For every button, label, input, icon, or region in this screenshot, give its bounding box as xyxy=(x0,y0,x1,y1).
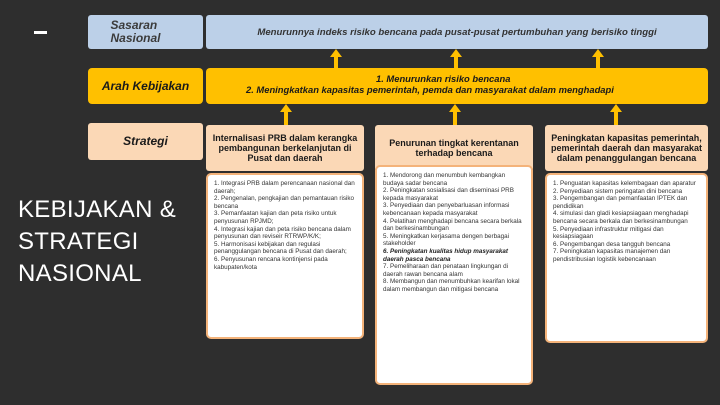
arah-item-2: 2. Meningkatkan kapasitas pemerintah, pemda dan masyarakat dalam menghadapi xyxy=(246,84,614,95)
sasaran-label: Sasaran Nasional xyxy=(110,18,161,45)
arah-label: Arah Kebijakan xyxy=(101,78,190,93)
strategi-area xyxy=(88,160,203,163)
strategi-col-3-item: 6. Pengembangan desa tangguh bencana xyxy=(553,240,671,248)
strategi-col-1-item: 2. Pengenalan, pengkajian dan pemantauan risiko bencana xyxy=(214,195,355,210)
arah-item-1: 1. Menurunkan risiko bencana xyxy=(376,73,511,84)
strategi-col-2-heading: Penurunan tingkat kerentanan terhadap bencana xyxy=(375,125,533,171)
strategi-col-3-item: 3. Pengembangan dan pemanfaatan IPTEK dan pendidikan xyxy=(553,195,688,210)
sasaran-label-box xyxy=(88,15,203,49)
strategi-col-1-item: 1. Integrasi PRB dalam perencanaan nasional dan daerah; xyxy=(214,180,355,195)
strategi-col-2-item: 4. Pelatihan menghadapi bencana secara berkala dan berkesinambungan xyxy=(383,217,522,233)
arrow-up-3 xyxy=(592,49,604,68)
slide-title: KEBIJAKAN & STRATEGI NASIONAL xyxy=(18,196,177,287)
strategi-col-2-item: 5. Meningkatkan kerjasama dengen berbagai stakeholder xyxy=(383,232,510,248)
strategi-col-3-item: 1. Penguatan kapasitas kelembagaan dan aparatur xyxy=(553,180,696,187)
strategi-col-3-item: 7. Peningkatan kapasitas manajemen dan pendistribusian logistik kebencanaan xyxy=(553,248,671,263)
strategi-col-2-item: 6. Peningkatan kualitas hidup masyarakat daerah pasca bencana xyxy=(383,247,508,263)
sasaran-text: Menurunnya indeks risiko bencana pada pusat-pusat pertumbuhan yang berisiko tinggi xyxy=(257,26,657,38)
arrow-up-1 xyxy=(330,49,342,68)
arrow-up-2 xyxy=(450,49,462,68)
strategi-col-2-items xyxy=(383,172,525,294)
title-dash xyxy=(34,31,47,34)
strategi-col-2-item: 7. Pemeliharaan dan penataan lingkungan di daerah rawan bencana alam xyxy=(383,263,508,278)
strategi-col-3-items xyxy=(553,180,700,264)
strategi-col-3-item: 5. Penyediaan infrastruktur mitigasi dan kesiapsiagaan xyxy=(553,225,664,241)
strategi-col-3-item: 2. Penyediaan sistem peringatan dini bencana xyxy=(553,187,683,195)
strategi-col-2-list xyxy=(375,165,533,385)
strategi-col-3-list xyxy=(545,173,708,343)
strategi-col-1-heading: Internalisasi PRB dalam kerangka pembangunan berkelanjutan di Pusat dan daerah xyxy=(206,125,364,171)
strategi-col-2-item: 2. Peningkatan sosialisasi dan diseminasi PRB kepada masyarakat xyxy=(383,187,514,202)
strategi-col-1-items xyxy=(214,180,356,271)
strategi-col-1-item: 4. Integrasi kajian dan peta risiko bencana dalam penyusunan dan reviseir RTRWP/K/K; xyxy=(214,225,351,241)
sasaran-text-box xyxy=(206,15,708,49)
strategi-col-1-item: 6. Penyusunan rencana kontinjensi pada kabupaten/kota xyxy=(214,255,328,271)
arah-text-box xyxy=(206,68,708,104)
strategi-col-2-item: 1. Mendorong dan menumbuh kembangkan budaya sadar bencana xyxy=(383,172,506,187)
arrow-up-6 xyxy=(610,104,622,126)
strategi-col-2-item: 8. Membangun dan menumbuhkan kearifan lokal dalam membangun dan mitigasi bencana xyxy=(383,278,520,293)
strategi-label: Strategi xyxy=(123,134,168,148)
strategi-col-3-item: 4. simulasi dan gladi kesiapsiagaan menghadapi bencana secara berkala dan berkesinambungan xyxy=(553,210,689,225)
strategi-col-1-list xyxy=(206,173,364,339)
arrow-up-4 xyxy=(280,104,292,126)
strategi-col-1-item: 5. Harmonisasi kebijakan dan regulasi penanggulangan bencana di Pusat dan daerah; xyxy=(214,240,347,256)
strategi-col-1-item: 3. Pemanfaatan kajian dan peta risiko untuk penyusunan RPJMD; xyxy=(214,210,337,225)
arrow-up-5 xyxy=(449,104,461,126)
arah-label-box xyxy=(88,68,203,104)
strategi-col-2-item: 3. Penyediaan dan penyebarluasan informasi kebencanaan kepada masyarakat xyxy=(383,202,510,217)
strategi-col-3-heading: Peningkatan kapasitas pemerintah, pemerintah daerah dan masyarakat dalam penanggulangan bencana xyxy=(545,125,708,171)
strategi-label-box xyxy=(88,123,203,160)
